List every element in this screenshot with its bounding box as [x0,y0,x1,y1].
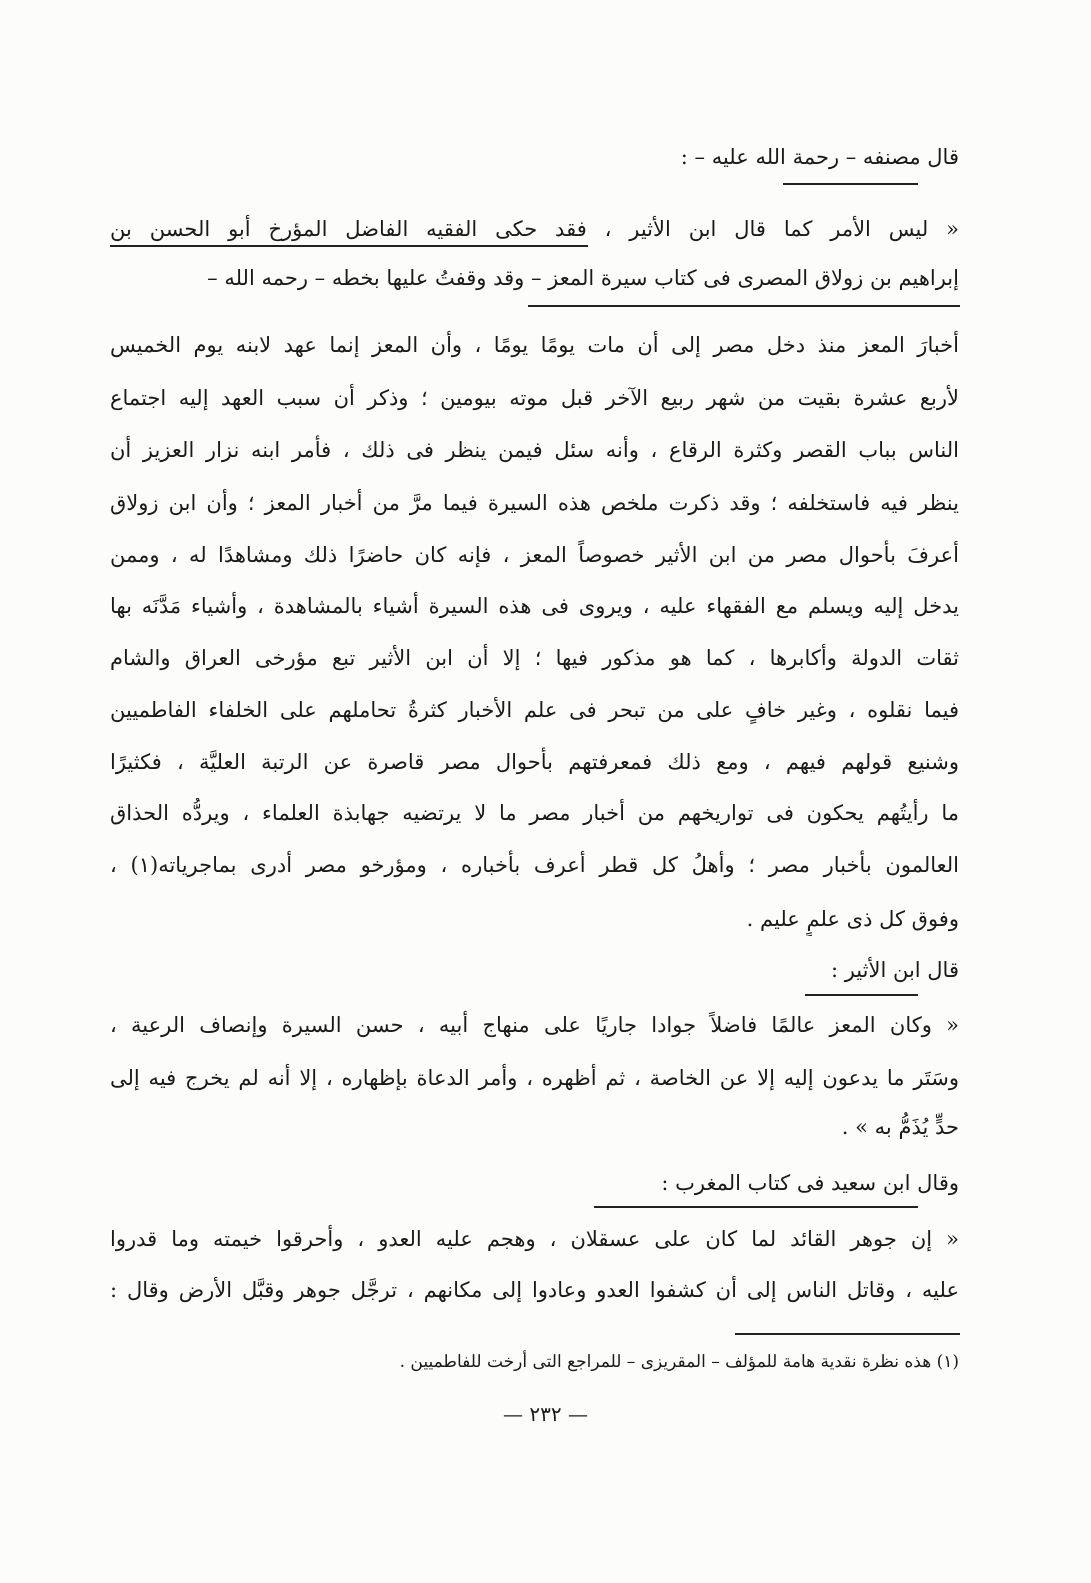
paragraph-line: الناس بباب القصر وكثرة الرقاع ، وأنه سئل فيمن ينظر فى ذلك ، فأمر ابنه نزار العزيز أن [110,438,959,462]
quote3-line: عليه ، وقاتل الناس إلى أن كشفوا العدو وعادوا إلى مكانهم ، ترجَّل جوهر وقبَّل الأرض وقال : [110,1278,959,1302]
quote2-line: « وكان المعز عالمًا فاضلاً جوادا جاريًا على منهاج أبيه ، حسن السيرة وإنصاف الرعية ، [110,1013,959,1037]
quote1-line: إبراهيم بن زولاق المصرى فى كتاب سيرة المعز – وقد وقفتُ عليها بخطه – رحمه الله – [207,266,959,290]
paragraph-line: لأربع عشرة بقيت من شهر ربيع الآخر قبل موته بيومين ؛ وذكر أن سبب العهد إليه اجتماع [110,386,959,410]
paragraph-line: أخبارَ المعز منذ دخل مصر إلى أن مات يومًا يومًا ، وأن المعز إنما عهد لابنه يوم الخميس [110,333,959,357]
heading-underline [783,183,918,185]
paragraph-line: وشنيع قولهم فيهم ، ومع ذلك فمعرفتهم بأحوال مصر قاصرة عن الرتبة العليَّة ، فكثيرًا [110,750,959,774]
paragraph-line: ينظر فيه فاستخلفه ؛ وقد ذكرت ملخص هذه السيرة فيما مرَّ من أخبار المعز ؛ وأن ابن زولاق [110,491,959,515]
paragraph-line: ما رأيتُهم يحكون فى تواريخهم من أخبار مصر ما لا يرتضيه جهابذة العلماء ، ويردُّه الحذاق [110,801,959,825]
quote2-line: حدٍّ يُذَمُّ به » . [841,1115,959,1139]
paragraph-line: وفوق كل ذى علمٍ عليم . [746,907,959,931]
page-number: — ٢٣٢ — [503,1402,588,1426]
quote2-line: وسَتَر ما يدعون إليه إلا عن الخاصة ، ثم أظهره ، وأمر الدعاة بإظهاره ، إلا أنه لم يخرج فيه إلى [110,1066,959,1090]
quote-underline [110,245,588,247]
quote-underline [528,305,960,307]
paragraph-line: العالمون بأخبار مصر ؛ وأهلُ كل قطر أعرف بأخباره ، ومؤرخو مصر أدرى بماجرياته(١) ، [110,853,959,877]
quote3-line: « إن جوهر القائد لما كان على عسقلان ، وهجم عليه العدو ، وأحرقوا خيمته وما قدروا [110,1227,959,1251]
paragraph-line: فيما نقلوه ، وغير خافٍ على من تبحر فى علم الأخبار كثرةُ تحاملهم على الخلفاء الفاطميين [110,698,959,722]
heading-ibn-said: وقال ابن سعيد فى كتاب المغرب : [661,1171,959,1195]
heading-underline [594,1206,918,1208]
heading-author: قال مصنفه – رحمة الله عليه – : [680,145,959,169]
paragraph-line: ثقات الدولة وأكابرها ، كما هو مذكور فيها ؛ إلا أن ابن الأثير تبع مؤرخى العراق والشام [110,646,959,670]
heading-underline [805,994,918,996]
heading-ibn-athir: قال ابن الأثير : [830,958,959,982]
quote1-line: « ليس الأمر كما قال ابن الأثير ، فقد حكى الفقيه الفاضل المؤرخ أبو الحسن بن [110,217,959,241]
paragraph-line: يدخل إليه ويسلم مع الفقهاء عليه ، ويروى فى هذه السيرة أشياء بالمشاهدة ، وأشياء مَدَّنَه بها [110,594,959,618]
footnote-separator [735,1333,960,1335]
paragraph-line: أعرفَ بأحوال مصر من ابن الأثير خصوصاً المعز ، فإنه كان حاضرًا ذلك ومشاهدًا له ، وممن [110,543,959,567]
footnote: (١) هذه نظرة نقدية هامة للمؤلف – المقريزى – للمراجع التى أرخت للفاطميين . [399,1352,959,1372]
